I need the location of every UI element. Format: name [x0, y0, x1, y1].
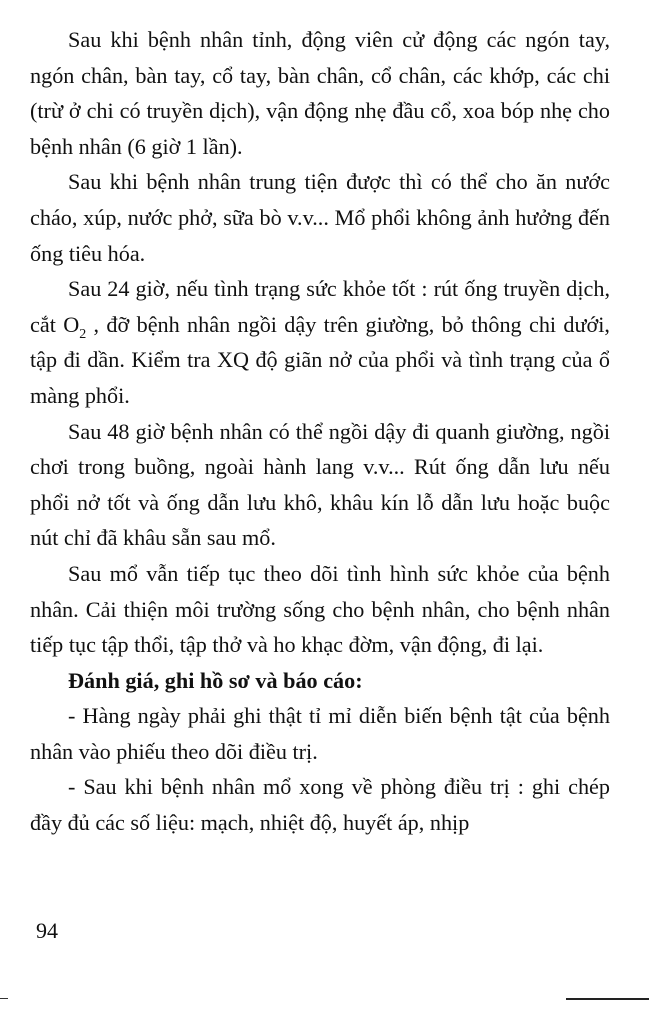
paragraph-movement-after-waking: Sau khi bệnh nhân tỉnh, động viên cử động các ngón tay, ngón chân, bàn tay, cổ tay, bàn chân, cổ chân, các khớp, các chi (trừ ở chi có truyền dịch), vận động nhẹ đầu cổ, xoa bóp nhẹ cho bệnh nhân (6 giờ 1 lần).	[30, 27, 610, 159]
paragraph-feeding: Sau khi bệnh nhân trung tiện được thì có thể cho ăn nước cháo, xúp, nước phở, sữa bò v.v... Mổ phổi không ảnh hưởng đến ống tiêu hóa.	[30, 169, 610, 266]
paragraph-after-48-hours: Sau 48 giờ bệnh nhân có thể ngồi dậy đi quanh giường, ngồi chơi trong buồng, ngoài hành lang v.v... Rút ống dẫn lưu nếu phổi nở tốt và ống dẫn lưu khô, khâu kín lỗ dẫn lưu hoặc buộc nút chỉ đã khâu sẵn sau mổ.	[30, 418, 610, 551]
paragraph-after-24-hours-end: , đỡ bệnh nhân ngồi dậy trên giường, bỏ thông chi dưới, tập đi dần. Kiểm tra XQ độ giãn nở của phổi và tình trạng của ổ màng phổi.	[30, 311, 610, 408]
footer-rule-left	[0, 998, 8, 999]
footer-rule-right	[566, 998, 649, 1000]
paragraph-daily-records: - Hàng ngày phải ghi thật tỉ mỉ diễn biến bệnh tật của bệnh nhân vào phiếu theo dõi điều trị.	[30, 703, 610, 764]
paragraph-post-op-monitoring: Sau mổ vẫn tiếp tục theo dõi tình hình sức khỏe của bệnh nhân. Cải thiện môi trường sống cho bệnh nhân, cho bệnh nhân tiếp tục tập thổi, tập thở và ho khạc đờm, vận động, đi lại.	[30, 560, 610, 658]
body-text	[30, 22, 610, 841]
section-heading-evaluation: Đánh giá, ghi hồ sơ và báo cáo:	[68, 667, 363, 693]
page-number: 94	[36, 918, 58, 943]
oxygen-subscript: 2	[79, 326, 87, 342]
paragraph-after-24-hours-start: Sau 24 giờ, nếu tình trạng sức khỏe tốt : rút ống truyền dịch, cắt O	[30, 276, 610, 337]
paragraph-after-24-hours	[30, 271, 610, 413]
paragraph-post-surgery-records: - Sau khi bệnh nhân mổ xong về phòng điều trị : ghi chép đầy đủ các số liệu: mạch, nhiệt độ, huyết áp, nhịp	[30, 774, 610, 836]
